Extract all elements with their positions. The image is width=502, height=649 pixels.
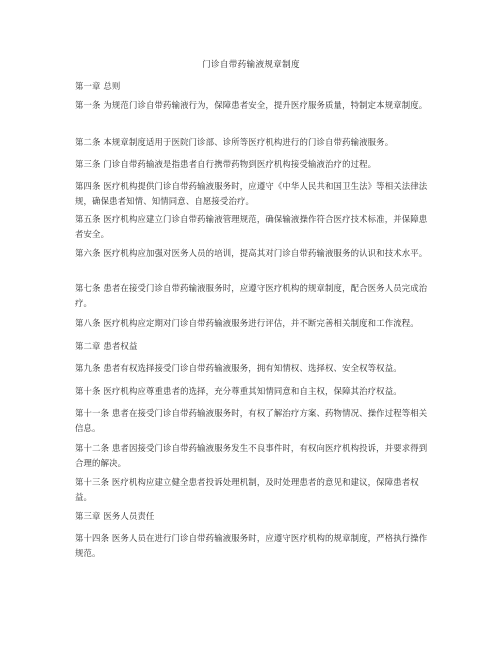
article-5: 第五条 医疗机构应建立门诊自带药输液管理规范，确保输液操作符合医疗技术标准，并保障患者安全。 — [75, 214, 428, 239]
article-6: 第六条 医疗机构应加强对医务人员的培训，提高其对门诊自带药输液服务的认识和技术水平。 — [75, 248, 428, 258]
article-7: 第七条 患者在接受门诊自带药输液服务时，应遵守医疗机构的规章制度，配合医务人员完成治疗。 — [75, 283, 428, 308]
chapter-1-heading: 第一章 总则 — [75, 81, 121, 91]
article-4: 第四条 医疗机构提供门诊自带药输液服务时，应遵守《中华人民共和国卫生法》等相关法律法规，确保患者知情、知情同意、自愿接受治疗。 — [75, 181, 428, 206]
document-title: 门诊自带药输液规章制度 — [202, 60, 300, 70]
article-1: 第一条 为规范门诊自带药输液行为，保障患者安全，提升医疗服务质量，特制定本规章制度。 — [75, 100, 428, 110]
article-13: 第十三条 医疗机构应建立健全患者投诉处理机制，及时处理患者的意见和建议，保障患者权益。 — [75, 477, 419, 502]
article-8: 第八条 医疗机构应定期对门诊自带药输液服务进行评估，并不断完善相关制度和工作流程。 — [75, 318, 419, 328]
article-10: 第十条 医疗机构应尊重患者的选择，充分尊重其知情同意和自主权，保障其治疗权益。 — [75, 386, 402, 396]
article-2: 第二条 本规章制度适用于医院门诊部、诊所等医疗机构进行的门诊自带药输液服务。 — [75, 137, 394, 147]
article-14: 第十四条 医务人员在进行门诊自带药输液服务时，应遵守医疗机构的规章制度，严格执行操作规范。 — [75, 533, 428, 558]
article-9: 第九条 患者有权选择接受门诊自带药输液服务，拥有知情权、选择权、安全权等权益。 — [75, 363, 402, 373]
article-12: 第十二条 患者因接受门诊自带药输液服务发生不良事件时，有权向医疗机构投诉，并要求得到合理的解决。 — [75, 443, 428, 468]
chapter-2-heading: 第二章 患者权益 — [75, 341, 138, 351]
article-3: 第三条 门诊自带药输液是指患者自行携带药物到医疗机构接受输液治疗的过程。 — [75, 159, 377, 169]
chapter-3-heading: 第三章 医务人员责任 — [75, 511, 155, 521]
article-11: 第十一条 患者在接受门诊自带药输液服务时，有权了解治疗方案、药物情况、操作过程等相关信息。 — [75, 408, 428, 433]
